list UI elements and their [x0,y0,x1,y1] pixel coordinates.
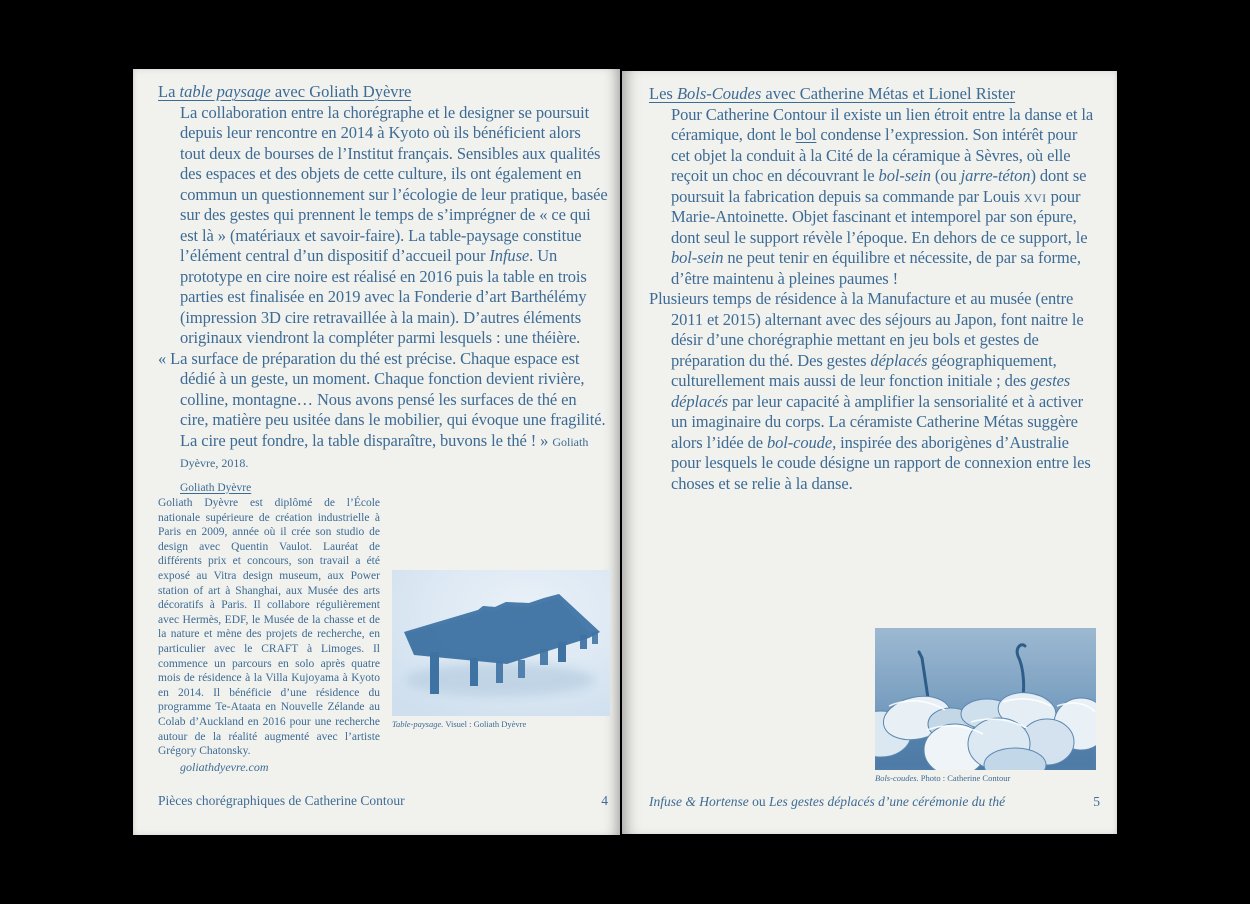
footer-series-title: Pièces chorégraphiques de Catherine Contour [158,793,405,808]
figure-caption-left: Table-paysage. Visuel : Goliath Dyèvre [392,719,527,729]
paragraph-collaboration: La collaboration entre la chorégraphe et le designer se poursuit depuis leur rencontre en 2014 à Kyoto où ils bénéficient alors tout deux de bourses de l’Institut français. Sensibles aux qualités des espaces et des objets de cette culture, ils ont également en commun un questionnement sur l’écologie de leur pratique, basée sur des gestes qui prennent le temps de s’imprégner de « ce qui est là » (matériaux et savoir-faire). La table-paysage constitue l’élément central d’un dispositif d’accueil pour Infuse. Un prototype en cire noire est réalisé en 2016 puis la table en trois parties est finalisée en 2019 avec la Fonderie d’art Barthélémy (impression 3D cire retravaillée à la main). D’autres éléments originaux viendront la compléter parmi lesquels : une théière. [180,102,608,347]
figure-caption-right: Bols-coudes. Photo : Catherine Contour [875,773,1011,783]
website-url: goliathdyevre.com [180,759,269,774]
running-footer-right [649,794,1100,810]
table-paysage-image [392,570,610,716]
paragraph-bol: Pour Catherine Contour il existe un lien étroit entre la danse et la céramique, dont le bol condense l’expression. Son intérêt pour cet objet la conduit à la Cité de la céramique à Sèvres, où elle reçoit un choc en découvrant le bol-sein (ou jarre-téton) dont se poursuit la fabrication depuis sa commande par Louis xvi pour Marie-Antoinette. Objet fascinant et intemporel par son épure, dont seul le support révèle l’époque. En dehors de ce support, le bol-sein ne peut tenir en équilibre et nécessite, de par sa forme, d’être maintenu à pleines paumes ! [671,104,1094,288]
page-number-left: 4 [601,793,608,808]
footer-chapter-title: Infuse & Hortense ou Les gestes déplacés d’une cérémonie du thé [649,794,1006,809]
page-number-right: 5 [1093,794,1100,809]
paragraph-residences: Plusieurs temps de résidence à la Manufacture et au musée (entre 2011 et 2015) alternant avec des séjours au Japon, font naitre le désir d’une chorégraphie mettant en jeu bols et gestes de préparation du thé. Des gestes déplacés géographiquement, culturellement mais aussi de leur fonction initiale ; des gestes déplacés par leur capacité à amplifier la sensorialité et à activer un imaginaire du corps. La céramiste Catherine Métas suggère alors l’idée de bol-coude, inspirée des aborigènes d’Australie pour lesquels le coude désigne un rapport de connexion entre les choses et se relie à la danse. [649,289,1091,493]
bio-heading: Goliath Dyèvre [180,481,252,494]
bols-coudes-image [875,628,1096,770]
figure-bols-coudes [875,628,1096,784]
section-title-left: La table paysage avec Goliath Dyèvre [158,82,412,101]
quote-paragraph: « La surface de préparation du thé est précise. Chaque espace est dédié à un geste, un moment. Chaque fonction devient rivière, colline, montagne… Nous avons pensé les surfaces de thé en cire, matière peu usitée dans le mobilier, qui évoque une fragilité. La cire peut fondre, la table disparaître, buvons le thé ! » Goliath Dyèvre, 2018. [158,348,606,470]
section-title-right: Les Bols-Coudes avec Catherine Métas et Lionel Rister [649,84,1016,103]
figure-table-paysage [392,570,610,730]
bio-text: Goliath Dyèvre est diplômé de l’École nationale supérieure de création industrielle à Paris en 2009, année où il crée son studio de design avec Quentin Vaulot. Lauréat de différents prix et concours, son travail a été exposé au Vitra design museum, aux Power station of art à Shanghai, aux Musée des arts décoratifs à Paris. Il collabore régulièrement avec Hermès, EDF, le Musée de la chasse et de la nature et mène des projets de recherche, en particulier avec le CRAFT à Limoges. Il commence un parcours en solo après quatre mois de résidence à la Villa Kujoyama à Kyoto en 2014. Il bénéficie d’une résidence du programme Te-Ataata en Nouvelle Zélande au Colab d’Auckland en 2016 pour une recherche autour de la réalité augmenté avec l’artiste Grégory Chatonsky. [158,497,380,758]
page-right [622,71,1117,834]
bio-section [158,481,608,775]
bio-text-block [158,496,527,774]
running-footer-left [158,793,608,809]
page-left [133,69,620,835]
